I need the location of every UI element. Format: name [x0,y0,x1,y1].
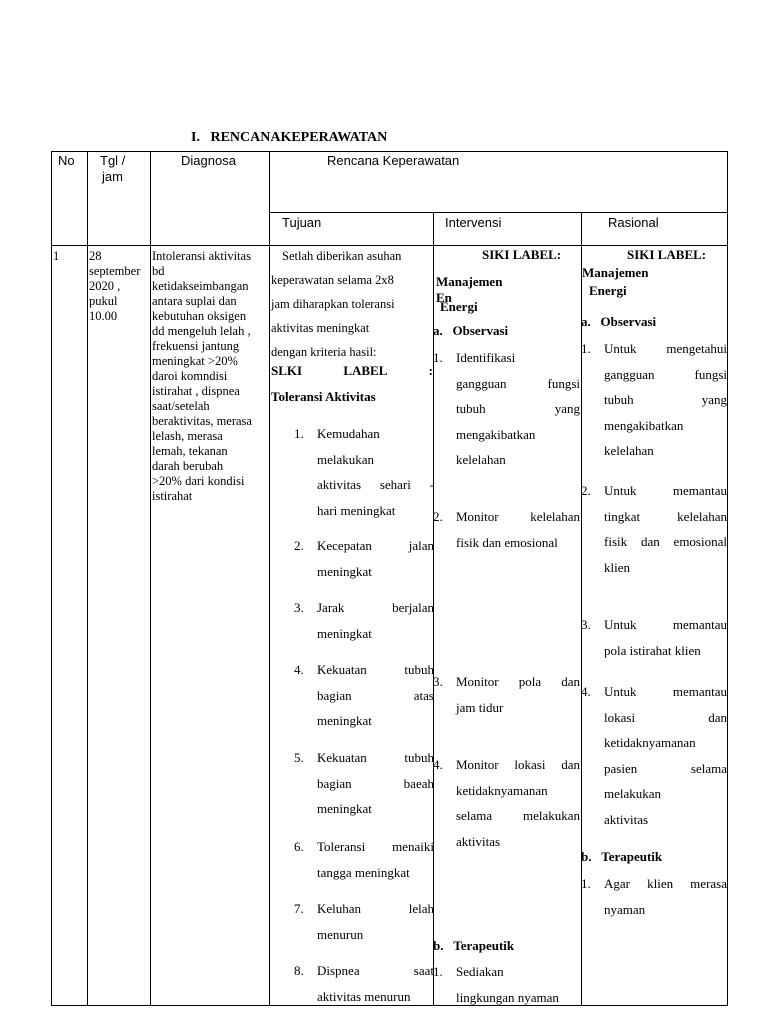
rasional-item-2 [581,478,727,580]
section-marker: a. [433,323,443,338]
item-number: 4. [433,757,443,772]
item-line: fisik dan emosional [456,534,558,550]
section-marker: a. [581,314,591,329]
row-diagnosa [152,249,268,504]
item-line: ketidaknyamanan [456,782,548,798]
item-line: Untuk mengetahui [604,341,727,356]
section-title: Observasi [452,323,509,338]
rasional-section-b [581,849,662,865]
item-number: 3. [294,600,304,615]
row-tgl-jam [89,249,149,324]
intervensi-section-b [433,938,514,954]
item-number: 8. [294,963,304,978]
item-line: melakukan [317,451,375,467]
item-line: lokasi dan [604,709,727,725]
diagnosa-line: beraktivitas, merasa [152,414,252,428]
tgl-line: 28 [89,249,102,263]
diagnosa-line: meningkat >20% [152,354,238,368]
item-line: mengakibatkan [604,417,684,433]
item-line: aktivitas [604,811,649,827]
diagnosa-line: antara suplai dan [152,294,237,308]
diagnosa-line: kebutuhan oksigen [152,309,247,323]
tujuan-item-5 [294,745,434,822]
diagnosa-line: lemah, tekanan [152,444,228,458]
rasional-item-4 [581,679,727,832]
item-line: pasien selama [604,760,727,776]
item-line: ketidaknyamanan [604,735,696,750]
tgl-line: pukul [89,294,118,308]
tujuan-intro-line: jam diharapkan toleransi [271,297,395,311]
item-line: aktivitas [456,833,501,849]
rasional-item-1 [581,336,727,464]
item-number: 6. [294,839,304,854]
tujuan-intro-line: Setlah diberikan asuhan [282,249,402,263]
item-line: Kekuatan tubuh [317,750,434,765]
header-tgl-line: jam [102,169,123,184]
item-line: pola istirahat klien [604,642,701,658]
tujuan-item-7 [294,896,434,947]
item-line: Dispnea saat [317,963,434,978]
item-line: meningkat [317,563,372,579]
intervensi-label-text: Manajemen En [436,274,503,305]
item-line: nyaman [604,901,646,917]
header-no: No [58,153,75,168]
title-numeral: I. [191,130,200,145]
item-line: meningkat [317,801,372,816]
item-line: tangga meningkat [317,864,410,880]
tujuan-label-line1 [271,363,433,379]
item-line: Identifikasi [456,350,516,365]
item-line: bagian baeah [317,775,434,791]
item-line: tubuh yang [604,392,727,407]
header-rencana: Rencana Keperawatan [327,153,460,168]
diagnosa-line: darah berubah [152,459,224,473]
item-line: tubuh yang [456,401,580,416]
item-line: kelelahan [604,443,654,458]
diagnosa-line: istirahat , dispnea [152,384,240,398]
item-line: Untuk memantau [604,617,727,632]
item-line: mengakibatkan [456,426,536,442]
intervensi-item-2 [433,504,580,555]
title-text: RENCANAKEPERAWATAN [210,130,388,145]
header-tujuan: Tujuan [282,215,322,230]
tujuan-intro-line: dengan kriteria hasil: [271,345,377,359]
tujuan-item-3 [294,595,434,646]
header-diagnosa: Diagnosa [181,153,236,168]
item-line: kelelahan [456,452,506,467]
tujuan-item-2 [294,533,434,584]
slki-word: SLKI [271,363,303,378]
item-line: Sediakan [456,964,504,979]
item-line: aktivitas sehari - [317,477,434,492]
item-line: meningkat [317,713,372,728]
diagnosa-line: frekuensi jantung [152,339,240,353]
rasional-section-a [581,314,656,330]
intervensi-label-line3: Energi [440,299,478,314]
diagnosa-line: saat/setelah [152,399,210,413]
item-line: jam tidur [456,699,504,715]
item-line: menurun [317,926,364,942]
tujuan-item-8 [294,958,434,1009]
tgl-line: september [89,264,141,278]
section-title: Terapeutik [601,849,663,864]
item-line: selama melakukan [456,808,580,823]
diagnosa-line: dd mengeluh lelah , [152,324,251,338]
item-line: Keluhan lelah [317,901,434,916]
intervensi-b-item-1 [433,959,580,1010]
item-line: gangguan fungsi [604,366,727,382]
rasional-label-line3: Energi [589,283,627,298]
tujuan-label-line2: Toleransi Aktivitas [271,389,376,404]
tujuan-item-6 [294,834,434,885]
label-word: LABEL [343,363,388,378]
diagnosa-line: >20% dari kondisi [152,474,245,488]
item-number: 2. [433,509,443,524]
header-intervensi: Intervensi [445,215,502,230]
item-line: melakukan [604,786,662,801]
rasional-label-line1: SIKI LABEL: [627,247,707,262]
item-line: Untuk memantau [604,684,727,699]
intervensi-section-a [433,323,508,339]
intervensi-label-line1: SIKI LABEL: [482,247,562,262]
diagnosa-line: Intoleransi aktivitas [152,249,251,263]
section-marker: b. [433,938,444,953]
item-line: hari meningkat [317,502,396,518]
item-line: meningkat [317,625,372,641]
item-line: tingkat kelelahan [604,508,727,524]
section-title: Terapeutik [453,938,515,953]
item-line: Toleransi menaiki [317,839,434,854]
tujuan-intro-line: keperawatan selama 2x8 [271,273,394,287]
rasional-item-3 [581,612,727,663]
item-line: fisik dan emosional [604,534,727,549]
item-number: 5. [294,750,304,765]
rasional-b-item-1 [581,871,727,922]
item-line: Kemudahan [317,426,380,441]
tujuan-intro-line: aktivitas meningkat [271,321,370,335]
tgl-line: 10.00 [89,309,118,323]
item-line: lingkungan nyaman [456,989,559,1005]
item-line: Untuk memantau [604,483,727,498]
item-line: Monitor lokasi dan [456,757,580,772]
header-tgl-line: Tgl / [100,153,126,168]
item-line: gangguan fungsi [456,375,580,391]
tujuan-item-4 [294,657,434,734]
item-line: Monitor pola dan [456,674,580,689]
item-number: 1. [581,876,591,891]
diagnosa-line: lelash, merasa [152,429,223,443]
intervensi-item-1 [433,345,580,473]
item-line: aktivitas menurun [317,988,411,1004]
colon: : [428,363,433,378]
tgl-line: 2020 , [89,279,121,293]
tujuan-item-1 [294,421,434,523]
diagnosa-line: daroi komndisi [152,369,228,383]
diagnosa-line: istirahat [152,489,193,503]
item-line: Agar klien merasa [604,876,727,891]
item-number: 1. [433,964,443,979]
section-marker: b. [581,849,592,864]
diagnosa-line: bd [152,264,165,278]
item-number: 1. [294,426,304,441]
header-tgl-jam [100,153,125,185]
item-number: 3. [581,617,591,632]
item-line: Kekuatan tubuh [317,662,434,677]
diagnosa-line: ketidakseimbangan [152,279,249,293]
item-line: bagian atas [317,687,434,703]
tujuan-intro [271,244,433,364]
row-no: 1 [53,249,60,263]
item-number: 2. [581,483,591,498]
section-title: Observasi [600,314,657,329]
item-number: 1. [581,341,591,356]
intervensi-item-4 [433,752,580,854]
item-number: 1. [433,350,443,365]
item-number: 2. [294,538,304,553]
item-number: 4. [581,684,591,699]
item-number: 4. [294,662,304,677]
document-title [191,130,387,146]
item-line: klien [604,559,630,575]
intervensi-item-3 [433,669,580,720]
item-number: 7. [294,901,304,916]
item-number: 3. [433,674,443,689]
item-line: Kecepatan jalan [317,538,434,553]
header-rasional: Rasional [608,215,659,230]
item-line: Jarak berjalan [317,600,434,615]
rasional-label-line2: Manajemen [582,265,649,280]
item-line: Monitor kelelahan [456,509,580,524]
